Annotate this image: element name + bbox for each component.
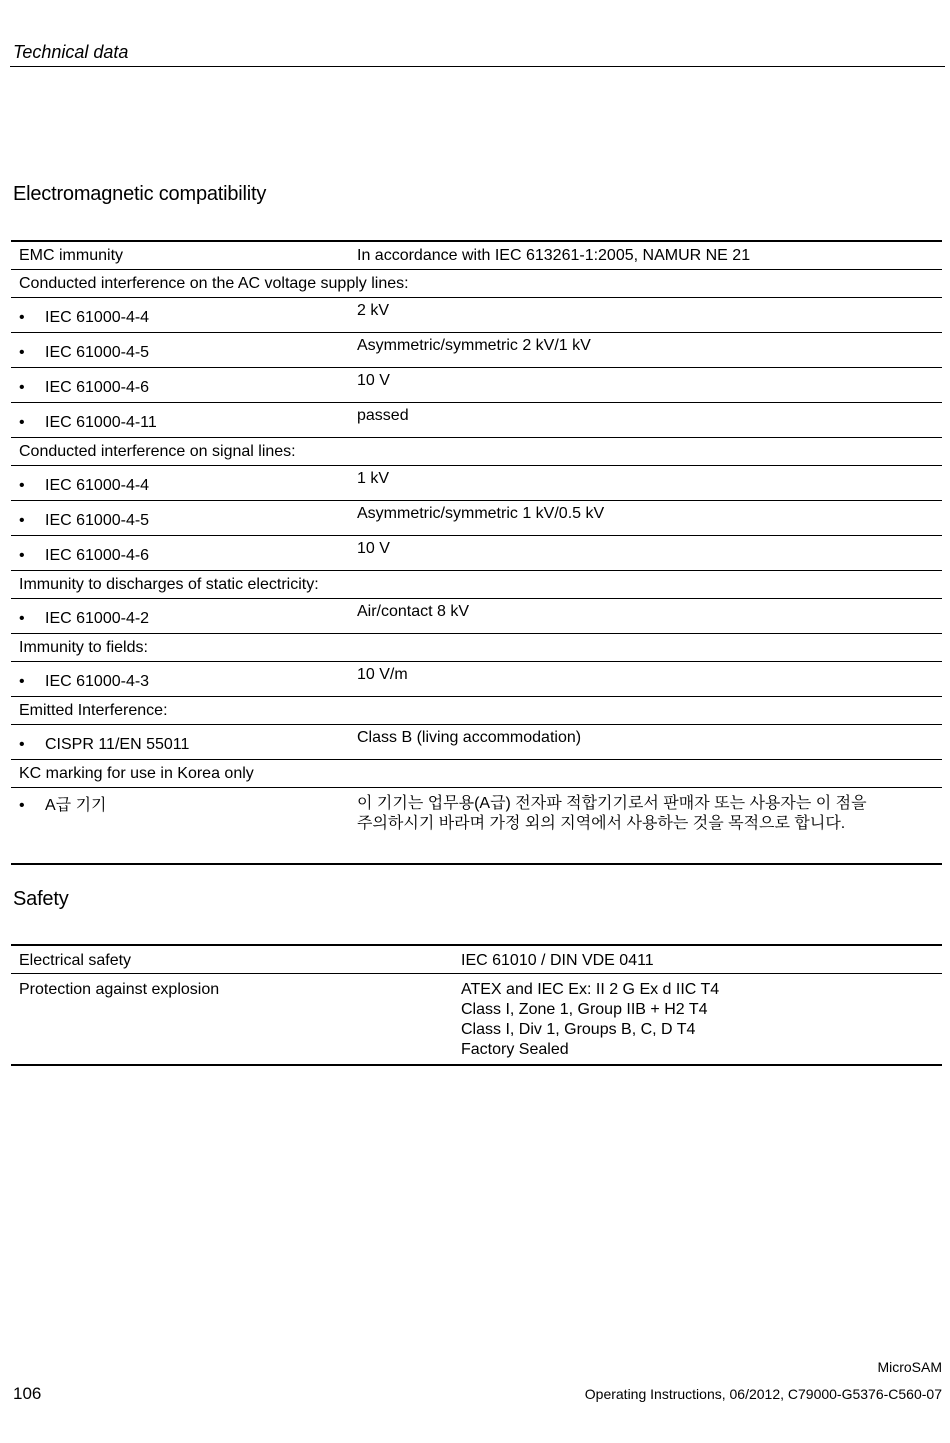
table-cell-label: • CISPR 11/EN 55011 — [19, 736, 190, 753]
table-cell-value: 1 kV — [357, 470, 390, 487]
table-row — [11, 788, 942, 865]
header-rule — [10, 66, 945, 67]
table-cell-value: 10 V — [357, 372, 390, 389]
table-row-heading — [11, 634, 942, 662]
table-cell-label: • IEC 61000-4-6 — [19, 547, 150, 564]
table-row — [11, 725, 942, 760]
table-row — [11, 945, 942, 974]
bullet-icon: • — [19, 547, 25, 564]
bullet-icon: • — [19, 414, 25, 431]
running-header: Technical data — [13, 42, 129, 62]
bullet-icon: • — [19, 477, 25, 494]
table-cell-label: • IEC 61000-4-6 — [19, 379, 150, 396]
table-cell-value: 10 V — [357, 540, 390, 557]
table-cell-label: • A급 기기 — [19, 797, 107, 814]
table-cell-heading: Conducted interference on the AC voltage supply lines: — [19, 275, 409, 292]
bullet-icon: • — [19, 797, 25, 814]
table-cell-heading: KC marking for use in Korea only — [19, 765, 254, 782]
table-cell-label: • IEC 61000-4-5 — [19, 512, 150, 529]
footer-product-name: MicroSAM — [877, 1359, 942, 1375]
table-row — [11, 403, 942, 438]
bullet-icon: • — [19, 673, 25, 690]
bullet-icon: • — [19, 512, 25, 529]
table-cell-value: In accordance with IEC 613261-1:2005, NAMUR NE 21 — [357, 247, 751, 264]
table-row — [11, 662, 942, 697]
table-cell-value: 10 V/m — [357, 666, 408, 683]
table-row-heading — [11, 438, 942, 466]
table-cell-label: • IEC 61000-4-3 — [19, 673, 150, 690]
section-title-safety: Safety — [13, 888, 69, 910]
table-cell-value: IEC 61010 / DIN VDE 0411 — [461, 952, 654, 969]
table-row-heading — [11, 760, 942, 788]
table-cell-label: Protection against explosion — [19, 981, 220, 998]
table-row — [11, 241, 942, 270]
table-cell-label: • IEC 61000-4-2 — [19, 610, 150, 627]
table-cell-value: Air/contact 8 kV — [357, 603, 470, 620]
table-row — [11, 333, 942, 368]
table-cell-heading: Immunity to discharges of static electricity: — [19, 576, 319, 593]
table-cell-value: ATEX and IEC Ex: II 2 G Ex d IIC T4 Class I, Zone 1, Group IIB + H2 T4 Class I, Div 1, Groups B, C, D T4 Factory Sealed — [461, 981, 720, 1058]
table-row-heading — [11, 571, 942, 599]
table-row-heading — [11, 697, 942, 725]
table-cell-label: • IEC 61000-4-4 — [19, 309, 150, 326]
table-row — [11, 536, 942, 571]
table-cell-label: • IEC 61000-4-4 — [19, 477, 150, 494]
table-cell-value: 이 기기는 업무용(A급) 전자파 적합기기로서 판매자 또는 사용자는 이 점을 주의하시기 바라며 가정 외의 지역에서 사용하는 것을 목적으로 합니다. — [357, 795, 867, 832]
safety-table — [11, 944, 942, 1066]
table-row — [11, 368, 942, 403]
table-row — [11, 599, 942, 634]
table-cell-value: Class B (living accommodation) — [357, 729, 582, 746]
bullet-icon: • — [19, 736, 25, 753]
table-row — [11, 501, 942, 536]
table-cell-label: EMC immunity — [19, 247, 124, 264]
section-title-emc: Electromagnetic compatibility — [13, 183, 267, 205]
table-row — [11, 298, 942, 333]
bullet-icon: • — [19, 610, 25, 627]
table-cell-value: Asymmetric/symmetric 1 kV/0.5 kV — [357, 505, 605, 522]
bullet-icon: • — [19, 344, 25, 361]
table-cell-value: 2 kV — [357, 302, 390, 319]
bullet-icon: • — [19, 309, 25, 326]
table-cell-heading: Immunity to fields: — [19, 639, 148, 656]
table-cell-value: Asymmetric/symmetric 2 kV/1 kV — [357, 337, 591, 354]
table-cell-heading: Conducted interference on signal lines: — [19, 443, 296, 460]
table-row — [11, 466, 942, 501]
table-row-heading — [11, 270, 942, 298]
table-cell-value: passed — [357, 407, 409, 424]
table-cell-label: • IEC 61000-4-5 — [19, 344, 150, 361]
emc-table — [11, 240, 942, 865]
table-row — [11, 974, 942, 1066]
table-cell-heading: Emitted Interference: — [19, 702, 168, 719]
bullet-icon: • — [19, 379, 25, 396]
page-number: 106 — [13, 1384, 42, 1403]
footer-document-info: Operating Instructions, 06/2012, C79000-G5376-C560-07 — [584, 1386, 942, 1402]
table-cell-label: Electrical safety — [19, 952, 132, 969]
table-cell-label: • IEC 61000-4-11 — [19, 414, 157, 431]
